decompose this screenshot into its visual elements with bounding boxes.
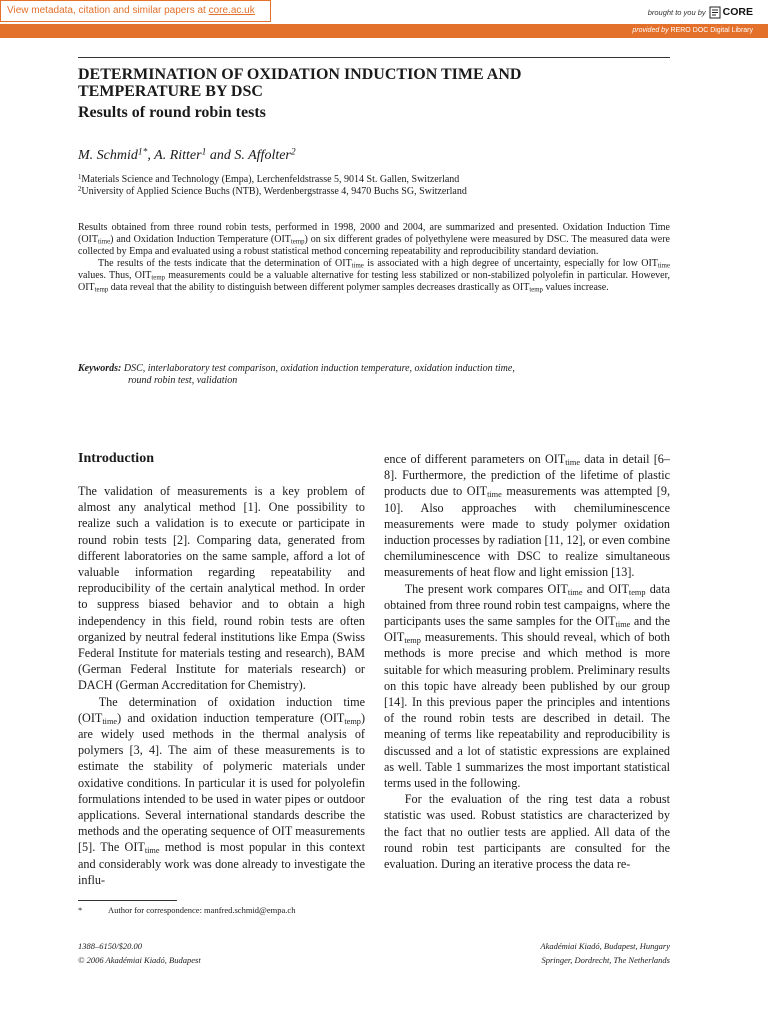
body-text: ) and oxidation induction temperature (OIT xyxy=(117,710,345,725)
abstract-text: values increase. xyxy=(542,282,609,294)
provided-by-source[interactable]: RERO DOC Digital Library xyxy=(670,27,753,34)
body-text: measurements was attempted [9, 10]. Also approaches with chemiluminescence measurements were made to study polymer oxidation induction processes by radiation [11, 12], or even combine chemiluminescence with DSC to realize simultaneous measurements of heat flow and light emission [13]. xyxy=(384,484,671,580)
author-3-sup: 2 xyxy=(290,147,296,158)
body-text: data in detail [6–8]. Furthermore, the prediction of the lifetime of plastic products due to OIT xyxy=(384,452,670,499)
core-ac-uk-link[interactable]: core.ac.uk xyxy=(208,5,255,16)
body-paragraph: For the evaluation of the ring test data a robust statistic was used. Robust statistics are characterized by the fact that no outlier tests are applied. All data of the round robin test participants are consulted for the evaluation. During an iterative process the data re- xyxy=(384,792,670,872)
body-text: and the OIT xyxy=(384,614,670,645)
body-paragraph: The validation of measurements is a key problem of almost any analytical method [1]. One possibility to realize such a validation is to execute or participate in round robin tests [2]. Comparing data, generated from different laboratories on the same sample, afford a lot of valuable information regarding repeatability and reproducibility of the certain analytical method. In order to suppress biased behavior and to obtain a high independency in this field, round robin tests are often organized by neutral federal institutions like Empa (Swiss Federal Institute for materials testing and research), BAM (German Federal Institute for materials research) or DACH (German Accreditation for Chemistry). xyxy=(78,484,365,693)
subscript-time: time xyxy=(351,262,364,270)
title-line-1: DETERMINATION OF OXIDATION INDUCTION TIME AND xyxy=(78,66,522,83)
subscript-temp: temp xyxy=(344,716,361,726)
brought-by-text: brought to you by xyxy=(647,7,706,17)
author-1-sup: 1* xyxy=(137,147,148,158)
abstract-text: measurements could be a valuable alternative for testing less stabilized or non-stabilized polyolefin in particular. However, OIT xyxy=(78,270,670,294)
core-header-bar xyxy=(0,0,768,24)
author-1: M. Schmid xyxy=(78,148,138,163)
publisher-1: Akadémiai Kiadó, Budapest, Hungary xyxy=(540,941,670,951)
footnote-rule xyxy=(78,900,177,901)
subscript-temp: temp xyxy=(529,287,543,295)
page-footer-left xyxy=(78,939,201,967)
keywords-line-1: DSC, interlaboratory test comparison, oxidation induction temperature, oxidation induction time, xyxy=(123,363,515,374)
subscript-time: time xyxy=(98,238,111,246)
subscript-time: time xyxy=(615,620,631,630)
affiliation-1-text: Materials Science and Technology (Empa), Lerchenfeldstrasse 5, 9014 St. Gallen, Switzerland xyxy=(81,174,460,185)
abstract-paragraph-1 xyxy=(78,222,670,258)
top-rule xyxy=(78,57,670,58)
author-2-sup: 1 xyxy=(201,147,207,158)
footnote-text: Author for correspondence: manfred.schmid@empa.ch xyxy=(108,905,296,915)
core-logo-icon xyxy=(709,6,721,19)
body-column-left xyxy=(78,483,365,888)
body-paragraph xyxy=(78,694,365,888)
page-footer-right xyxy=(540,939,670,967)
subscript-time: time xyxy=(565,458,580,468)
body-text: The determination of oxidation induction time (OIT xyxy=(78,694,365,725)
footnote xyxy=(78,905,478,916)
abstract-text: data reveal that the ability to distinguish between different polymer samples decreases drastically as OIT xyxy=(108,282,530,294)
subscript-temp: temp xyxy=(290,238,305,246)
affiliation-2-sup: 2 xyxy=(78,185,82,193)
keywords-label: Keywords: xyxy=(78,363,122,374)
body-text: data obtained from three round robin test campaigns, where the participants uses the same samples for the OIT xyxy=(384,581,670,629)
core-brought-by xyxy=(648,3,753,21)
keywords-line-2: round robin test, validation xyxy=(128,375,238,386)
paper-title xyxy=(78,66,670,100)
subscript-time: time xyxy=(567,587,583,597)
author-3: and S. Affolter xyxy=(206,148,291,163)
subscript-temp: temp xyxy=(94,287,109,295)
core-logo[interactable] xyxy=(709,6,753,19)
section-heading-introduction: Introduction xyxy=(78,451,154,466)
footnote-mark: * xyxy=(78,905,83,915)
affiliation-1-sup: 1 xyxy=(78,173,82,181)
abstract-text: ) on six different grades of polyethylene were measured by DSC. The measured data were collected by Empa and evaluated using a robust statistical method concerning repeatability and reproducibility standard deviation. xyxy=(78,234,670,258)
subscript-time: time xyxy=(487,490,502,500)
subscript-time: time xyxy=(102,716,118,726)
copyright: © 2006 Akadémiai Kiadó, Budapest xyxy=(78,955,201,965)
subscript-temp: temp xyxy=(404,636,421,646)
publisher-2: Springer, Dordrecht, The Netherlands xyxy=(541,955,670,965)
title-line-2: TEMPERATURE BY DSC xyxy=(78,83,263,100)
abstract-text: Results obtained from three round robin tests, performed in 1998, 2000 and 2004, are summarized and presented. Oxidation Induction Time (OIT xyxy=(78,222,670,246)
subscript-time: time xyxy=(657,262,670,270)
abstract-paragraph-2 xyxy=(78,258,670,294)
core-logo-text: CORE xyxy=(722,6,753,18)
provided-by-label: provided by xyxy=(632,27,669,34)
body-text: ence of different parameters on OIT xyxy=(384,452,566,466)
keywords xyxy=(78,363,670,387)
abstract xyxy=(78,222,670,295)
abstract-text: ) and Oxidation Induction Temperature (OIT xyxy=(110,234,291,246)
issn-price: 1388–6150/$20.00 xyxy=(78,941,142,951)
core-view-text: View metadata, citation and similar papers at xyxy=(7,5,209,16)
affiliation-1 xyxy=(78,174,459,186)
affiliation-2 xyxy=(78,186,467,198)
affiliation-2-text: University of Applied Science Buchs (NTB), Werdenbergstrasse 4, 9470 Buchs SG, Switzerland xyxy=(81,186,467,197)
abstract-text: values. Thus, OIT xyxy=(78,270,152,282)
subscript-temp: temp xyxy=(151,275,166,283)
abstract-text: is associated with a high degree of uncertainty, especially for low OIT xyxy=(363,258,658,270)
body-text: method is most popular in this context and considerably work was done already to investigate the influ- xyxy=(78,840,365,887)
body-column-right xyxy=(384,451,670,872)
core-metadata-link[interactable] xyxy=(0,0,271,22)
subscript-time: time xyxy=(144,846,160,856)
body-text: measurements. This should reveal, which of both methods is more precise and which method is more suitable for which measuring problem. Preliminary results on this topic have already been published by our group [14]. In this previous paper the principles and intentions of the round robin tests are described in detail. The meaning of terms like repeatability and reproducibility is discussed and a lot of statistic expressions are explained as well. Table 1 summarizes the most important statistical terms used in the following. xyxy=(384,630,670,791)
subscript-temp: temp xyxy=(628,587,646,597)
body-text: The present work compares OIT xyxy=(404,581,568,596)
body-text: ) are widely used methods in the thermal analysis of polymers [3, 4]. The aim of these measurements is to estimate the stability of polymeric materials under oxidative conditions. In particular it is used for polyolefin formulations intended to be used in water pipes or outdoor applications. Several international standards describe the methods and the operating sequence of OIT measurements [5]. The OIT xyxy=(78,710,365,855)
abstract-text: The results of the tests indicate that the determination of OIT xyxy=(98,258,352,270)
author-2: , A. Ritter xyxy=(147,148,202,163)
body-paragraph xyxy=(384,581,670,792)
body-text: and OIT xyxy=(582,581,629,596)
body-paragraph xyxy=(384,451,670,581)
author-list xyxy=(78,148,296,164)
core-provided-bar xyxy=(0,24,768,38)
paper-subtitle: Results of round robin tests xyxy=(78,104,266,121)
